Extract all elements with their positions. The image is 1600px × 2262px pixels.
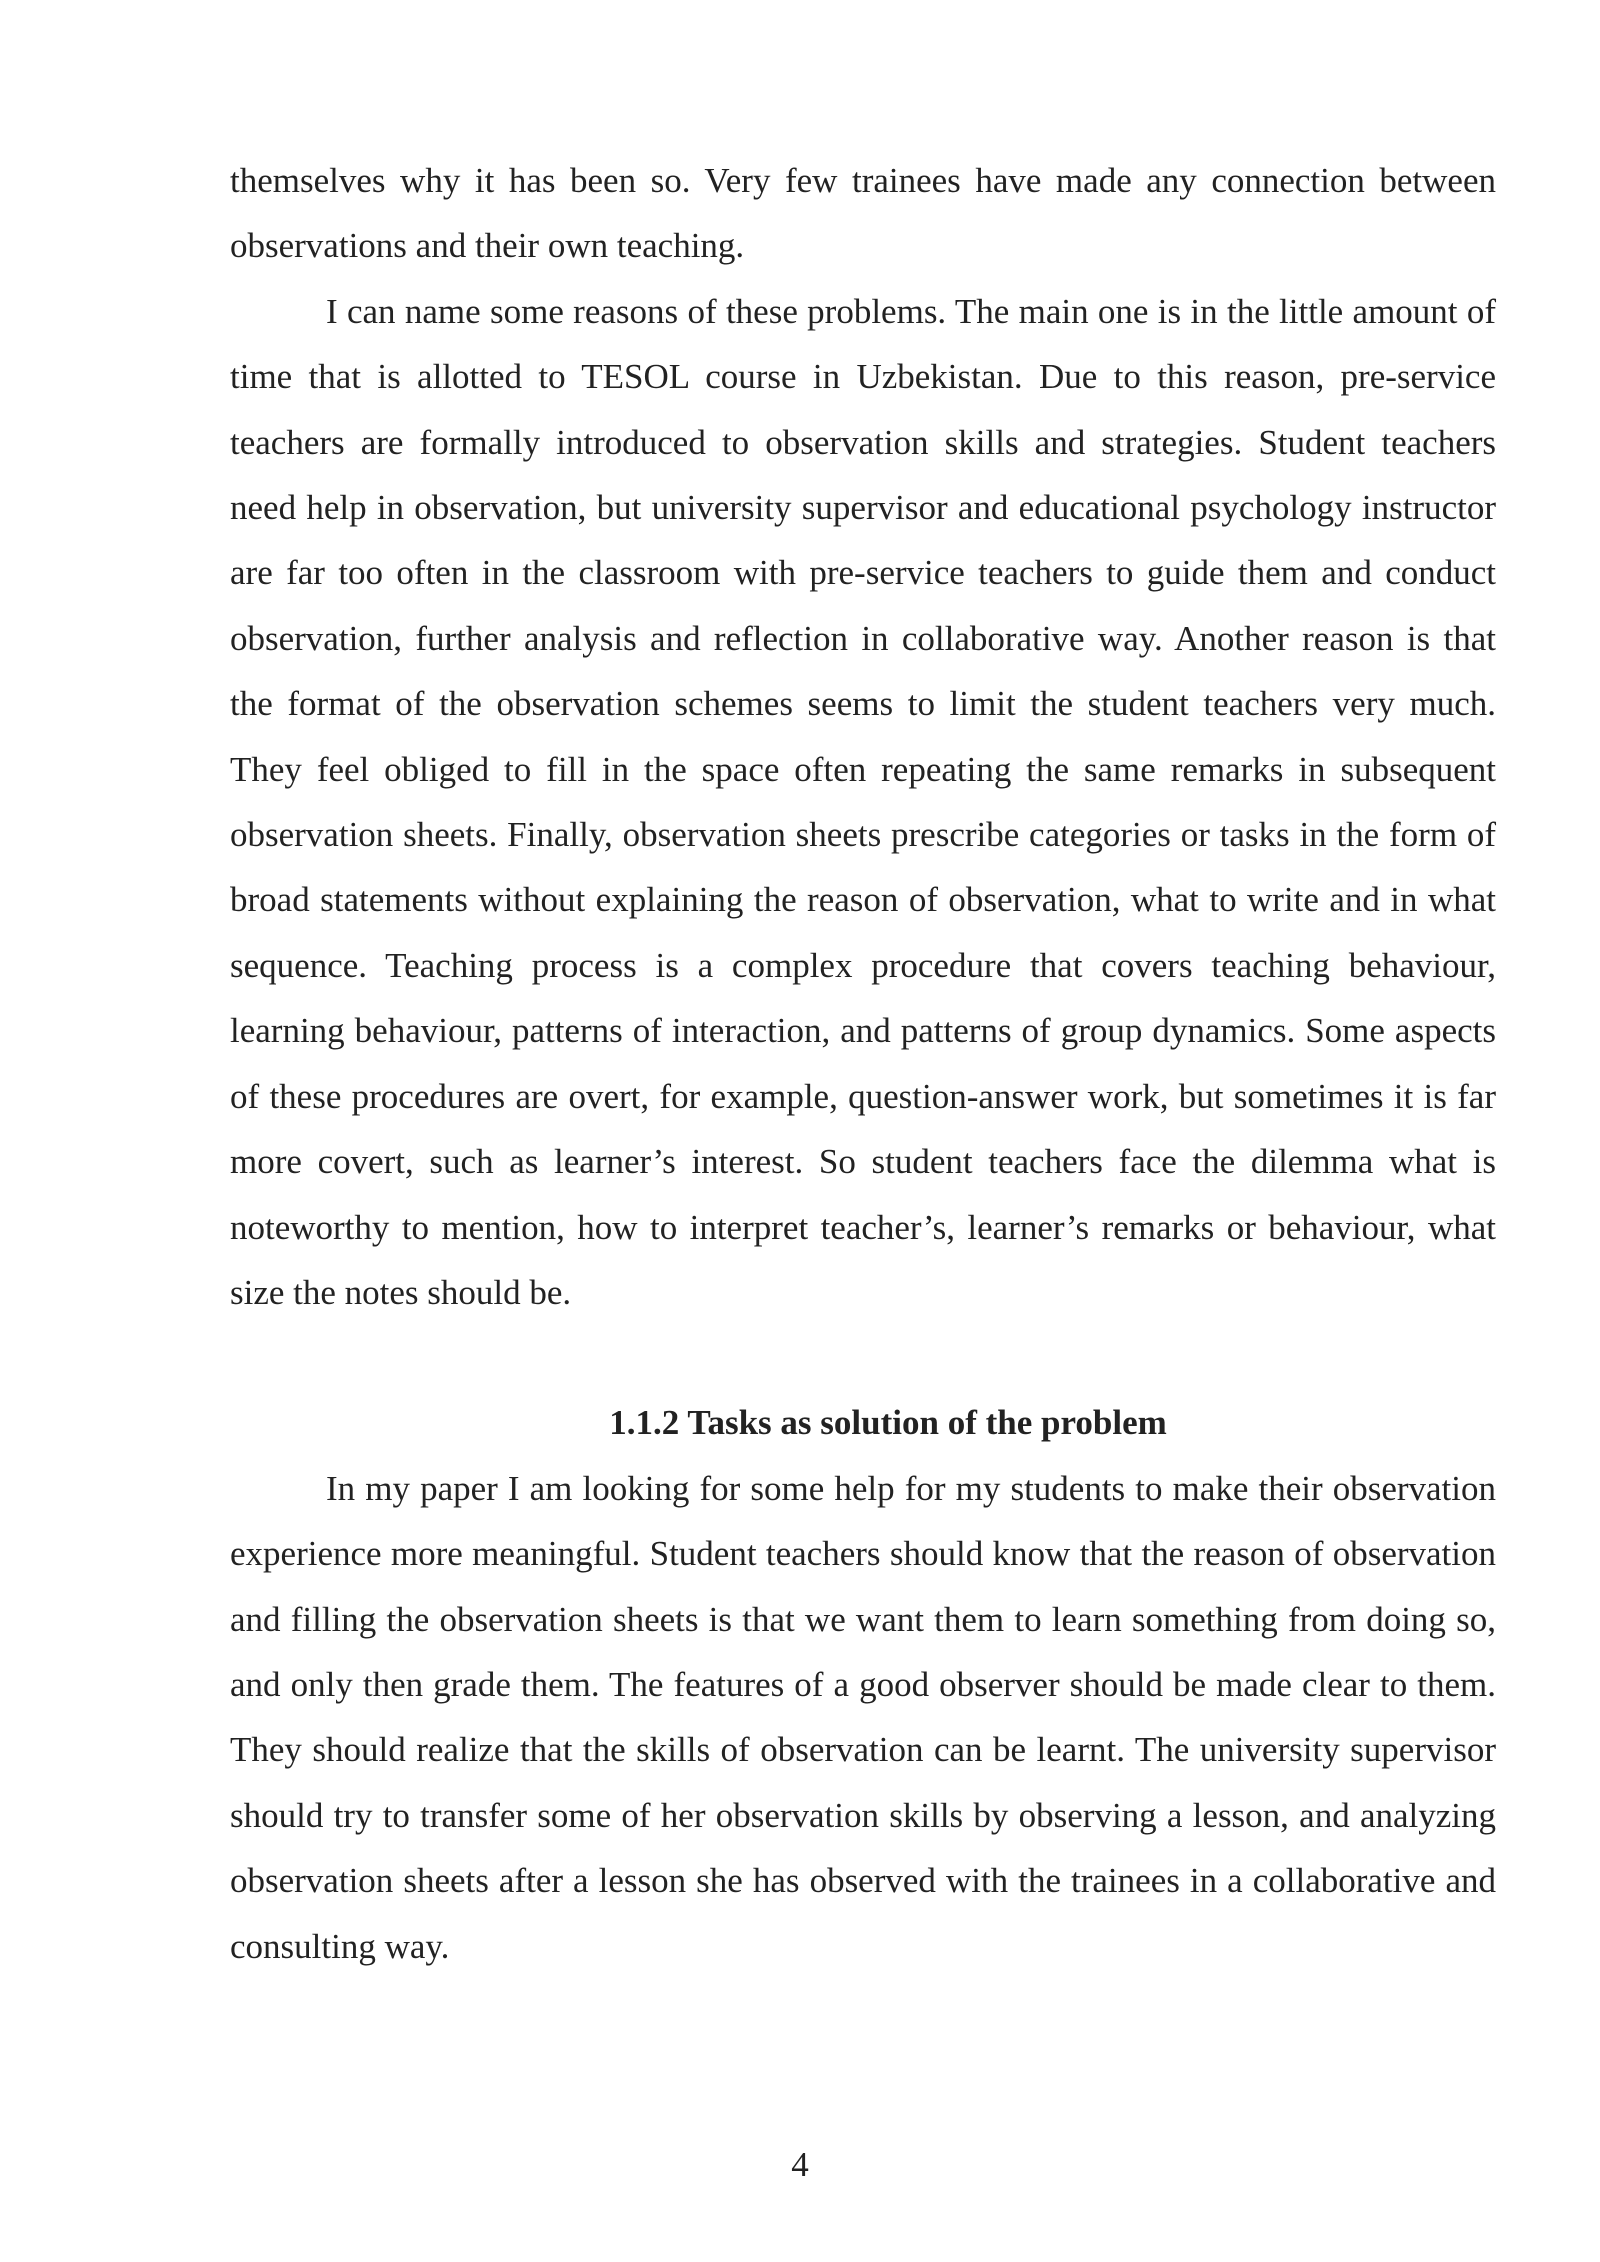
paragraph-tasks-solution: In my paper I am looking for some help for my students to make their observation experience more meaningful. Student teachers should know that the reason of observation and filling the observation sheets is that we want them to learn something from doing so, and only then grade them. The features of a good observer should be made clear to them. They should realize that the skills of observation can be learnt. The university supervisor should try to transfer some of her observation skills by observing a lesson, and analyzing observation sheets after a lesson she has observed with the trainees in a collaborative and consulting way. bbox=[230, 1468, 1496, 1966]
paragraph-reasons: I can name some reasons of these problems. The main one is in the little amount of time that is allotted to TESOL course in Uzbekistan. Due to this reason, pre-service teachers are formally introduced to observation skills and strategies. Student teachers need help in observation, but university supervisor and educational psychology instructor are far too often in the classroom with pre-service teachers to guide them and conduct observation, further analysis and reflection in collaborative way. Another reason is that the format of the observation schemes seems to limit the student teachers very much. They feel obliged to fill in the space often repeating the same remarks in subsequent observation sheets. Finally, observation sheets prescribe categories or tasks in the form of broad statements without explaining the reason of observation, what to write and in what sequence. Teaching process is a complex procedure that covers teaching behaviour, learning behaviour, patterns of interaction, and patterns of group dynamics. Some aspects of these procedures are overt, for example, question-answer work, but sometimes it is far more covert, such as learner’s interest. So student teachers face the dilemma what is noteworthy to mention, how to interpret teacher’s, learner’s remarks or behaviour, what size the notes should be. bbox=[230, 291, 1496, 1312]
page-content bbox=[230, 148, 1496, 1979]
section-heading: 1.1.2 Tasks as solution of the problem bbox=[609, 1403, 1167, 1443]
paragraph-continuation: themselves why it has been so. Very few trainees have made any connection between observations and their own teaching. bbox=[230, 161, 1496, 266]
page-number: 4 bbox=[791, 2145, 809, 2184]
